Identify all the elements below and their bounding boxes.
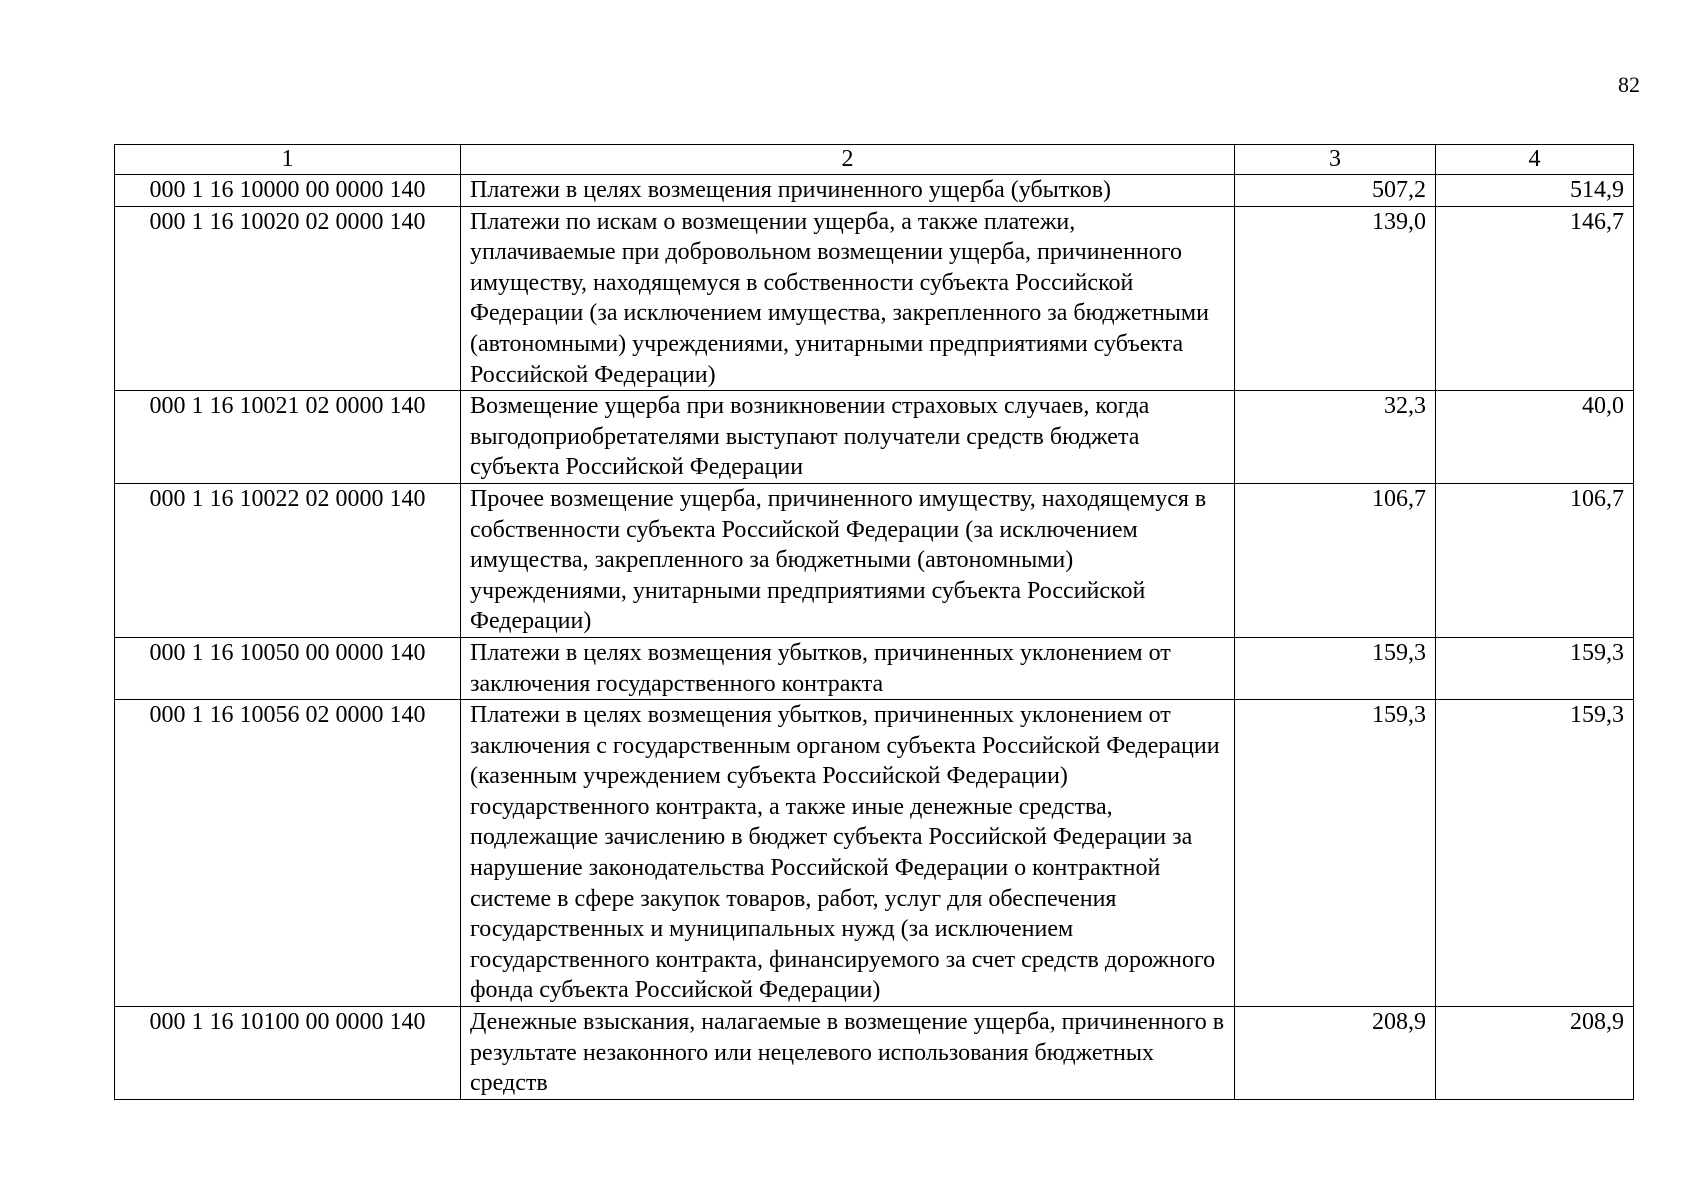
column-header-3: 3 xyxy=(1235,145,1436,175)
amount-column-4: 159,3 xyxy=(1436,700,1634,1007)
row-description: Денежные взыскания, налагаемые в возмещение ущерба, причиненного в результате незаконного или нецелевого использования бюджетных средств xyxy=(461,1007,1235,1100)
table-row xyxy=(115,1007,1634,1100)
amount-column-4: 40,0 xyxy=(1436,391,1634,484)
amount-column-3: 106,7 xyxy=(1235,483,1436,637)
table-row xyxy=(115,700,1634,1007)
amount-column-3: 159,3 xyxy=(1235,637,1436,699)
amount-column-4: 146,7 xyxy=(1436,206,1634,391)
amount-column-3: 159,3 xyxy=(1235,700,1436,1007)
amount-column-4: 208,9 xyxy=(1436,1007,1634,1100)
budget-revenue-table xyxy=(114,144,1634,1100)
amount-column-3: 139,0 xyxy=(1235,206,1436,391)
budget-code: 000 1 16 10000 00 0000 140 xyxy=(115,175,461,207)
budget-code: 000 1 16 10100 00 0000 140 xyxy=(115,1007,461,1100)
amount-column-4: 514,9 xyxy=(1436,175,1634,207)
budget-code: 000 1 16 10022 02 0000 140 xyxy=(115,483,461,637)
amount-column-4: 106,7 xyxy=(1436,483,1634,637)
budget-code: 000 1 16 10021 02 0000 140 xyxy=(115,391,461,484)
row-description: Платежи в целях возмещения убытков, причиненных уклонением от заключения государственного контракта xyxy=(461,637,1235,699)
budget-code: 000 1 16 10056 02 0000 140 xyxy=(115,700,461,1007)
row-description: Прочее возмещение ущерба, причиненного имуществу, находящемуся в собственности субъекта Российской Федерации (за исключением имущества, закрепленного за бюджетными (автономными) учреждениями, унитарными предприятиями субъекта Российской Федерации) xyxy=(461,483,1235,637)
page-number: 82 xyxy=(1618,72,1640,97)
table-row xyxy=(115,206,1634,391)
amount-column-4: 159,3 xyxy=(1436,637,1634,699)
amount-column-3: 507,2 xyxy=(1235,175,1436,207)
table-row xyxy=(115,483,1634,637)
column-header-2: 2 xyxy=(461,145,1235,175)
budget-code: 000 1 16 10020 02 0000 140 xyxy=(115,206,461,391)
amount-column-3: 32,3 xyxy=(1235,391,1436,484)
column-header-4: 4 xyxy=(1436,145,1634,175)
table-header-row xyxy=(115,145,1634,175)
row-description: Платежи по искам о возмещении ущерба, а также платежи, уплачиваемые при добровольном возмещении ущерба, причиненного имуществу, находящемуся в собственности субъекта Российской Федерации (за исключением имущества, закрепленного за бюджетными (автономными) учреждениями, унитарными предприятиями субъекта Российской Федерации) xyxy=(461,206,1235,391)
table-row xyxy=(115,637,1634,699)
row-description: Возмещение ущерба при возникновении страховых случаев, когда выгодоприобретателями выступают получатели средств бюджета субъекта Российской Федерации xyxy=(461,391,1235,484)
amount-column-3: 208,9 xyxy=(1235,1007,1436,1100)
row-description: Платежи в целях возмещения причиненного ущерба (убытков) xyxy=(461,175,1235,207)
budget-code: 000 1 16 10050 00 0000 140 xyxy=(115,637,461,699)
row-description: Платежи в целях возмещения убытков, причиненных уклонением от заключения с государственным органом субъекта Российской Федерации (казенным учреждением субъекта Российской Федерации) государственного контракта, а также иные денежные средства, подлежащие зачислению в бюджет субъекта Российской Федерации за нарушение законодательства Российской Федерации о контрактной системе в сфере закупок товаров, работ, услуг для обеспечения государственных и муниципальных нужд (за исключением государственного контракта, финансируемого за счет средств дорожного фонда субъекта Российской Федерации) xyxy=(461,700,1235,1007)
table-row xyxy=(115,175,1634,207)
column-header-1: 1 xyxy=(115,145,461,175)
table-row xyxy=(115,391,1634,484)
